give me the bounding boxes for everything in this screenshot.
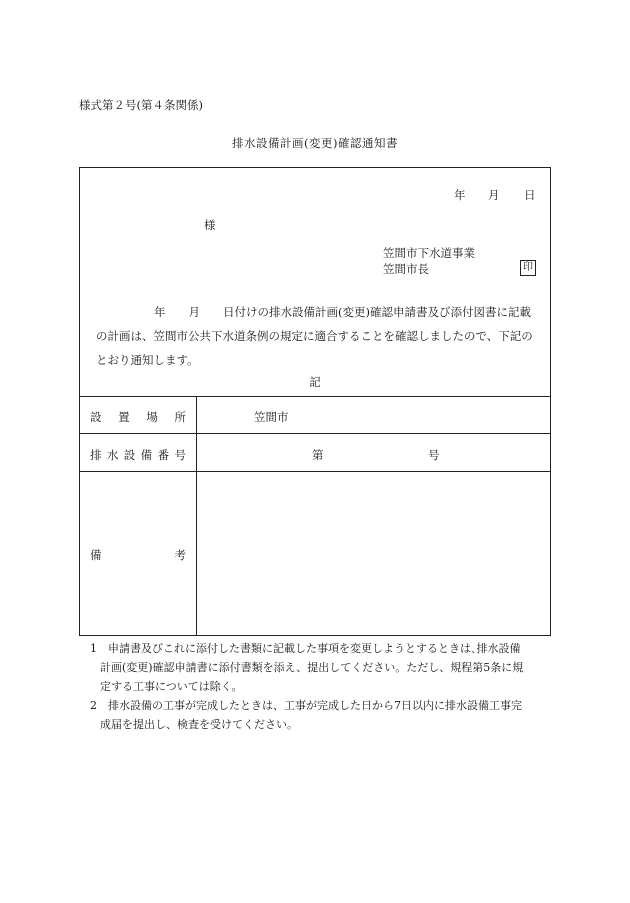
table-divider [80,433,550,434]
label-char: 備 [140,448,153,462]
body-line: とおり通知します。 [96,353,199,367]
document-title: 排水設備計画(変更)確認通知書 [232,136,398,150]
date-day-label: 日 [524,188,536,202]
form-number-label: 様式第２号(第４条関係) [79,98,203,112]
label-char: 番 [157,448,170,462]
remarks-label [90,547,186,563]
table-column-divider [196,396,197,635]
table-divider [80,396,550,397]
issuer-organization: 笠間市下水道事業 [383,246,475,260]
label-char: 所 [174,410,186,424]
label-char: 排 [90,448,102,462]
body-line: 年 月 日付けの排水設備計画(変更)確認申請書及び添付図書に記載 [154,305,531,319]
note-number: 2 [90,699,97,712]
note-line: 排水設備の工事が完成したときは、工事が完成した日から7日以内に排水設備工事完 [108,699,522,712]
note-item [90,639,552,696]
label-char: 水 [106,448,119,462]
drainage-number-suffix: 号 [428,448,440,462]
addressee-suffix: 様 [204,218,216,232]
location-value: 笠間市 [254,410,289,424]
label-char: 置 [118,410,130,424]
label-char: 場 [146,410,158,424]
table-divider [80,471,550,472]
notes-section [90,639,552,734]
seal-stamp: 印 [520,260,536,276]
note-line: 成届を提出し、検査を受けてください。 [100,718,298,731]
label-char: 備 [90,548,102,562]
label-char: 考 [174,548,186,562]
location-label [90,409,186,425]
label-char: 設 [123,448,136,462]
drainage-number-prefix: 第 [312,448,324,462]
note-line: 申請書及びこれに添付した書類に記載した事項を変更しようとするときは､排水設備 [108,642,521,655]
label-char: 設 [90,410,102,424]
body-line: の計画は、笠間市公共下水道条例の規定に適合することを確認しましたので、下記の [96,329,533,343]
label-char: 号 [174,448,186,462]
notice-body [96,300,544,372]
date-month-label: 月 [488,188,500,202]
notice-form-frame [79,167,551,636]
note-line: 計画(変更)確認申請書に添付書類を添え、提出してください。ただし、規程第5条に規 [100,661,524,674]
note-line: 定する工事については除く。 [100,680,243,693]
note-number: 1 [90,642,97,655]
issuer-name: 笠間市長 [383,262,429,276]
note-item [90,696,552,734]
date-year-label: 年 [454,188,466,202]
ki-heading: 記 [309,375,321,389]
drainage-number-label [90,447,186,463]
